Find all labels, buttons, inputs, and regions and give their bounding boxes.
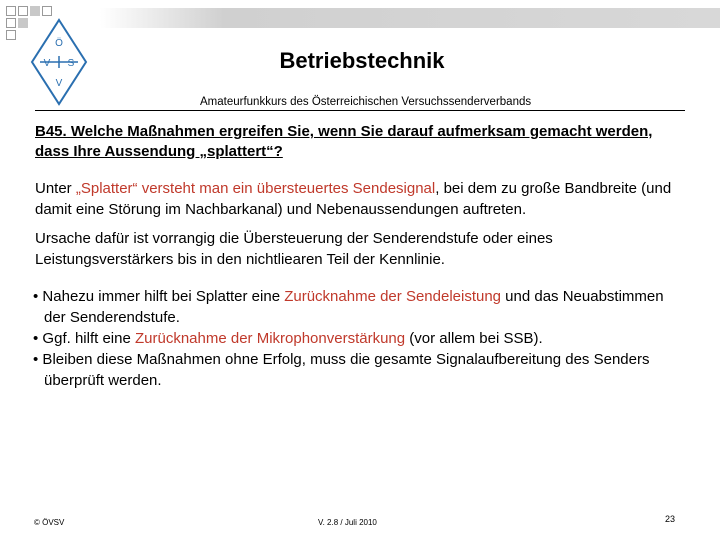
highlight-text: Zurücknahme der Mikrophonverstärkung — [134, 330, 406, 347]
paragraph-cause: Ursache dafür ist vorrangig die Übersteuerung der Senderendstufe oder eines Leistungsverstärkers bis in den nichtliearen Teil der Kennlinie. — [35, 230, 553, 268]
decor-square — [18, 6, 28, 16]
oevsv-logo — [30, 18, 88, 106]
page-number: 23 — [664, 514, 675, 524]
decor-square — [6, 30, 16, 40]
bullet-marker: • — [33, 330, 39, 347]
logo-letter-top: Ö — [55, 38, 63, 49]
decor-square — [30, 6, 40, 16]
list-item-text: (vor allem bei SSB). — [405, 330, 543, 347]
header-divider — [35, 110, 685, 111]
page-title: Betriebstechnik — [279, 48, 445, 73]
paragraph-definition — [35, 178, 695, 220]
footer-copyright: © ÖVSV — [34, 518, 65, 527]
list-item — [33, 328, 673, 349]
decor-square — [18, 18, 28, 28]
logo-letter-bottom: V — [55, 78, 63, 89]
bullet-marker: • — [33, 351, 39, 368]
logo-letter-left: V — [43, 58, 51, 69]
page-subtitle: Amateurfunkkurs des Österreichischen Versuchssenderverbands — [200, 96, 532, 108]
paragraph-text: Unter — [35, 180, 76, 197]
list-item — [33, 349, 673, 391]
question-heading: B45. Welche Maßnahmen ergreifen Sie, wenn Sie darauf aufmerksam gemacht werden, dass Ihre Aussendung „splattert“? — [35, 123, 653, 160]
header-band — [100, 8, 720, 28]
decor-square — [42, 6, 52, 16]
list-item-text: Ggf. hilft eine — [38, 330, 135, 347]
list-item-text: Nahezu immer hilft bei Splatter eine — [38, 288, 285, 305]
list-item-text: Bleiben diese Maßnahmen ohne Erfolg, muss die gesamte Signalaufbereitung des Senders überprüft werden. — [38, 351, 650, 389]
footer-version: V. 2.8 / Juli 2010 — [318, 518, 377, 527]
list-item — [33, 286, 673, 328]
logo-letter-right: S — [67, 58, 75, 69]
highlight-text: „Splatter“ versteht man ein übersteuertes Sendesignal — [75, 180, 436, 197]
paragraph-text: , bei dem zu große Bandbreite (und damit eine Störung im Nachbarkanal) und Nebenaussendungen auftreten. — [35, 180, 672, 218]
list-item-text: und das Neuabstimmen der Senderendstufe. — [44, 288, 664, 326]
decor-square — [6, 18, 16, 28]
decor-square — [6, 6, 16, 16]
measures-list — [33, 286, 673, 391]
bullet-marker: • — [33, 288, 39, 305]
highlight-text: Zurücknahme der Sendeleistung — [284, 288, 502, 305]
